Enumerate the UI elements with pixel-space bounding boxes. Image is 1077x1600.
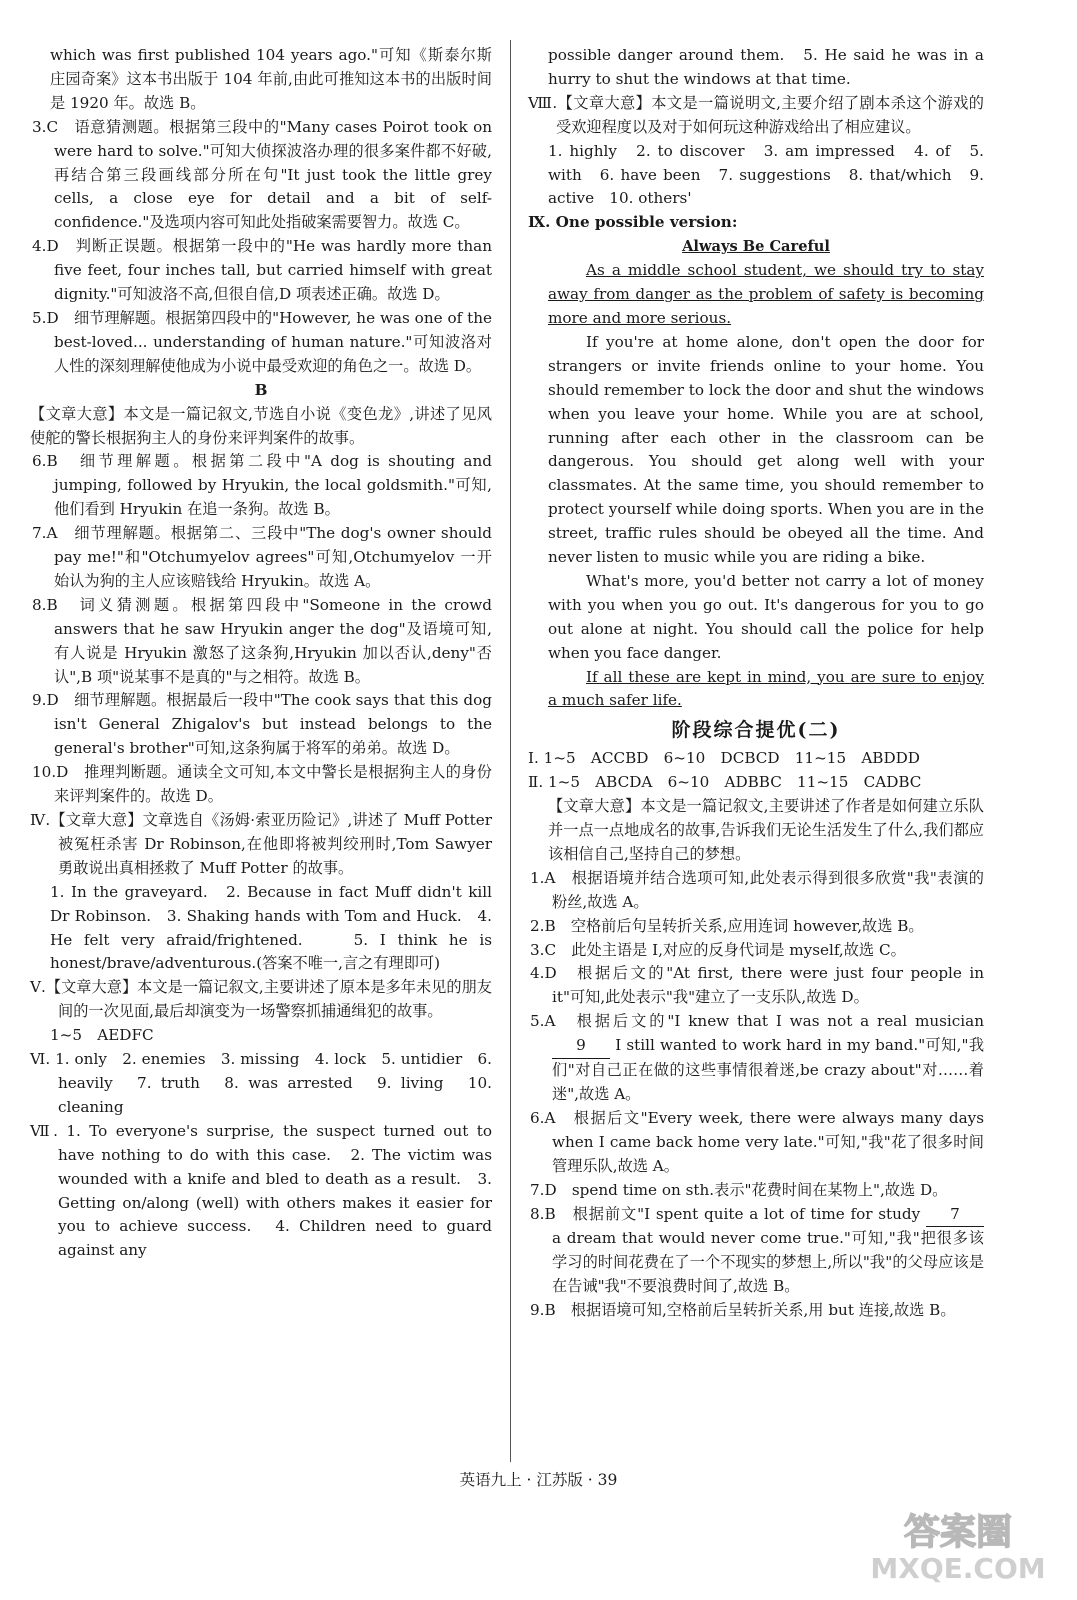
essay-paragraph — [528, 666, 984, 714]
section-iv-answers: 1. In the graveyard. 2. Because in fact Muff didn't kill Dr Robinson. 3. Shaking hands with Tom and Huck. 4. He felt very afraid/frightened. 5. I think he is honest/brave/adventurous.(答案不唯一,言之有理即可) — [50, 882, 492, 973]
watermark-main: 答案圈 — [903, 1512, 1013, 1553]
column-divider — [510, 40, 511, 1462]
answer-item: 3.C 此处主语是 I,对应的反身代词是 myself,故选 C。 — [530, 940, 906, 959]
answer-item: 6.B 细节理解题。根据第二段中"A dog is shouting and jumping, followed by Hryukin, the local goldsmith."可知,他们看到 Hryukin 在追一条狗。故选 B。 — [32, 452, 492, 519]
section-v-summary: Ⅴ.【文章大意】本文是一篇记叙文,主要讲述了原本是多年未见的朋友间的一次见面,最后却演变为一场警察抓捕通缉犯的故事。 — [30, 978, 492, 1021]
answer-item: 3.C 语意猜测题。根据第三段中的"Many cases Poirot took on were hard to solve."可知大侦探波洛办理的很多案件都不好破,再结合第三段画线部分所在句"It just took the little grey cells, a close eye for detail and a bit of self-confidence."及选项内容可知此处指破案需要智力。故选 C。 — [32, 117, 492, 232]
watermark-sub: MXQE.COM — [870, 1552, 1046, 1585]
section-vii-answers: Ⅶ. 1. To everyone's surprise, the suspect turned out to have nothing to do with this case. 2. The victim was wounded with a knife and bled to death as a result. 3. Getting on/along (well) with others makes it easier for you to achieve success. 4. Children need to guard against any — [30, 1121, 492, 1260]
answer-item: 10.D 推理判断题。通读全文可知,本文中警长是根据狗主人的身份来评判案件的。故选 D。 — [32, 763, 492, 806]
essay-paragraph: If you're at home alone, don't open the door for strangers or invite friends online to your home. You should remember to lock the door and shut the windows when you leave your home. While you are at school, running after each other in the classroom can be dangerous. You should get along well with your classmates. At the same time, you should remember to protect yourself while doing sports. When you are in the street, traffic rules should be obeyed all the time. And never listen to music while you are riding a bike. — [548, 332, 984, 567]
answer-item: 9.D 细节理解题。根据最后一段中"The cook says that this dog isn't General Zhigalov's but instead belongs to the general's brother"可知,这条狗属于将军的弟弟。故选 D。 — [32, 691, 492, 758]
essay-title: Always Be Careful — [682, 238, 830, 256]
section-title: 阶段综合提优(二) — [671, 719, 841, 742]
answer-text: 5.A 根据后文的"I knew that I was not a real musician — [530, 1012, 984, 1031]
section-i-answers: Ⅰ. 1~5 ACCBD 6~10 DCBCD 11~15 ABDDD — [528, 749, 920, 768]
summary-paragraph: 【文章大意】本文是一篇记叙文,节选自小说《变色龙》,讲述了见风使舵的警长根据狗主人的身份来评判案件的故事。 — [30, 404, 492, 447]
watermark-logo — [863, 1504, 1053, 1586]
answer-text: I still wanted to work hard in my band."可知,"我们"对自己正在做的这些事情很着迷,be crazy about"对……着迷",故选 A。 — [552, 1036, 984, 1103]
paragraph: which was first published 104 years ago."可知《斯泰尔斯庄园奇案》这本书出版于 104 年前,由此可推知这本书的出版时间是 1920 年。故选 B。 — [50, 46, 492, 112]
blank-marker: 9 — [552, 1034, 610, 1059]
essay — [528, 259, 984, 713]
answer-item — [528, 1010, 984, 1107]
answer-text: a dream that would never come true."可知,"我"把很多该学习的时间花费在了一个不现实的梦想上,所以"我"的父母应该是在告诫"我"不要浪费时间了,故选 B。 — [552, 1229, 984, 1296]
answer-item: 6.A 根据后文"Every week, there were always many days when I came back home very late."可知,"我"花了很多时间管理乐队,故选 A。 — [530, 1108, 984, 1175]
page-footer: 英语九上 · 江苏版 · 39 — [459, 1471, 618, 1489]
answer-item: 4.D 根据后文的"At first, there were just four people in it"可知,此处表示"我"建立了一支乐队,故选 D。 — [530, 964, 984, 1007]
essay-paragraph — [528, 259, 984, 331]
answer-item: 4.D 判断正误题。根据第一段中的"He was hardly more than five feet, four inches tall, but carried himself with great dignity."可知波洛不高,但很自信,D 项表述正确。故选 D。 — [32, 237, 492, 304]
section-iv-summary: Ⅳ.【文章大意】文章选自《汤姆·索亚历险记》,讲述了 Muff Potter 被冤枉杀害 Dr Robinson,在他即将被判绞刑时,Tom Sawyer 勇敢说出真相拯救了 Muff Potter 的故事。 — [30, 811, 492, 877]
answer-item: 1.A 根据语境并结合选项可知,此处表示得到很多欣赏"我"表演的粉丝,故选 A。 — [530, 868, 984, 911]
part-heading: B — [254, 380, 268, 399]
answer-item: 7.D spend time on sth.表示"花费时间在某物上",故选 D。 — [530, 1180, 948, 1199]
section-vi-answers: Ⅵ. 1. only 2. enemies 3. missing 4. lock 5. untidier 6. heavily 7. truth 8. was arrested 9. living 10. cleaning — [30, 1050, 492, 1116]
answer-item: 8.B 词义猜测题。根据第四段中"Someone in the crowd answers that he saw Hryukin anger the dog"及语境可知,有人说是 Hryukin 激怒了这条狗,Hryukin 加以否认,deny"否认",B 项"说某事不是真的"与之相符。故选 B。 — [32, 595, 492, 686]
answer-item: 5.D 细节理解题。根据第四段中的"However, he was one of the best-loved... understanding of human nature."可知波洛对人性的深刻理解使他成为小说中最受欢迎的角色之一。故选 D。 — [32, 308, 492, 375]
section-viii-answers: 1. highly 2. to discover 3. am impressed 4. of 5. with 6. have been 7. suggestions 8. that/which 9. active 10. others' — [548, 141, 984, 208]
underlined-sentence: If all these are kept in mind, you are sure to enjoy a much safer life. — [548, 667, 984, 710]
answer-item: 9.B 根据语境可知,空格前后呈转折关系,用 but 连接,故选 B。 — [530, 1301, 956, 1320]
section-v-answers: 1~5 AEDFC — [50, 1026, 154, 1045]
blank-marker: 7 — [926, 1203, 984, 1228]
summary-paragraph: 【文章大意】本文是一篇记叙文,主要讲述了作者是如何建立乐队并一点一点地成名的故事,告诉我们无论生活发生了什么,我们都应该相信自己,坚持自己的梦想。 — [548, 797, 984, 863]
left-column — [30, 44, 492, 1263]
right-column — [528, 44, 984, 1323]
essay-paragraph: What's more, you'd better not carry a lot of money with you when you go out. It's dangerous for you to go out alone at night. You should call the police for help when you face danger. — [548, 571, 984, 662]
section-ii-answers: Ⅱ. 1~5 ABCDA 6~10 ADBBC 11~15 CADBC — [528, 773, 922, 792]
answer-text: 8.B 根据前文"I spent quite a lot of time for study — [530, 1204, 921, 1223]
underlined-sentence: As a middle school student, we should try to stay away from danger as the problem of safety is becoming more and more serious. — [548, 261, 984, 327]
answer-item: 7.A 细节理解题。根据第二、三段中"The dog's owner should pay me!"和"Otchumyelov agrees"可知,Otchumyelov 一开始认为狗的主人应该赔钱给 Hryukin。故选 A。 — [32, 524, 492, 590]
section-ix-heading: Ⅸ. One possible version: — [528, 213, 738, 232]
paragraph: possible danger around them. 5. He said he was in a hurry to shut the windows at that time. — [548, 46, 984, 88]
answer-item — [528, 1203, 984, 1300]
answer-item: 2.B 空格前后句呈转折关系,应用连词 however,故选 B。 — [530, 916, 924, 935]
section-viii-summary: Ⅷ.【文章大意】本文是一篇说明文,主要介绍了剧本杀这个游戏的受欢迎程度以及对于如何玩这种游戏给出了相应建议。 — [528, 93, 984, 136]
